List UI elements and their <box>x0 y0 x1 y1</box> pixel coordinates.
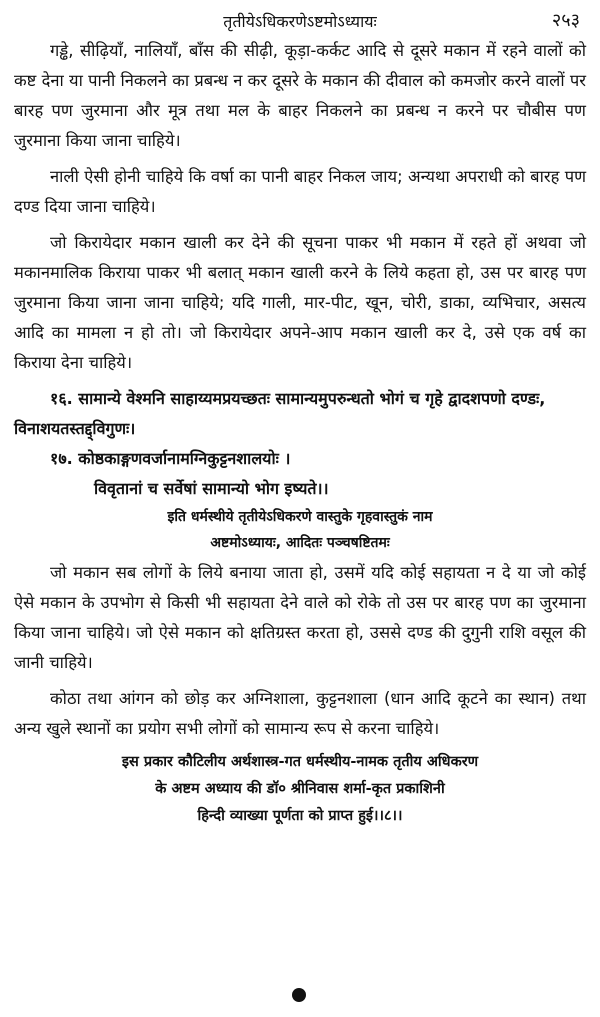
page-number: २५३ <box>551 10 580 31</box>
chapter-colophon-line-2: अष्टमोऽध्यायः, आदितः पञ्चषष्टितमः <box>210 535 390 551</box>
paragraph-1: गड्ढे, सीढ़ियाँ, नालियाँ, बाँस की सीढ़ी, कूड़ा-कर्कट आदि से दूसरे मकान में रहने वालों को कष्ट देना या पानी निकलने का प्रबन्ध न कर दूसरे के मकान की दीवाल को कमजोर करने वालों पर बारह पण जुरमाना और मूत्र तथा मल के बाहर निकलने का प्रबन्ध न करने पर चौबीस पण जुरमाना किया जाना चाहिये। <box>14 41 586 150</box>
sutra-16: १६. सामान्ये वेश्मनि साहाय्यमप्रयच्छतः सामान्यमुपरुन्धतो भोगं च गृहे द्वादशपणो दण्डः, विनाशयतस्तद्द्विगुणः। <box>14 389 546 438</box>
paragraph-4: जो मकान सब लोगों के लिये बनाया जाता हो, उसमें यदि कोई सहायता न दे या जो कोई ऐसे मकान के उपभोग से किसी भी सहायता देने वाले को रोके तो उस पर बारह पण का जुरमाना किया जाना चाहिये। जो ऐसे मकान को क्षतिग्रस्त करता हो, उससे दण्ड की दुगुनी राशि वसूल की जानी चाहिये। <box>14 563 586 672</box>
page-header <box>18 6 582 36</box>
closing-note-line-3: हिन्दी व्याख्या पूर्णता को प्राप्त हुई।।८।। <box>197 808 403 824</box>
paragraph-2: नाली ऐसी होनी चाहिये कि वर्षा का पानी बाहर निकल जाय; अन्यथा अपराधी को बारह पण दण्ड दिया जाना चाहिये। <box>14 167 586 216</box>
page-body <box>14 36 586 829</box>
sutra-17-line-1: १७. कोष्ठकाङ्गणवर्जानामग्निकुट्टनशालयोः । <box>50 449 291 468</box>
sutra-17-line-2: विवृतानां च सर्वेषां सामान्यो भोग इष्यते।। <box>94 479 329 498</box>
running-title: तृतीयेऽधिकरणेऽष्टमोऽध्यायः <box>223 12 377 31</box>
paragraph-3: जो किरायेदार मकान खाली कर देने की सूचना पाकर भी मकान में रहते हों अथवा जो मकानमालिक किराया पाकर भी बलात् मकान खाली करने के लिये कहता हो, उस पर बारह पण जुरमाना किया जाना जाना चाहिये; यदि गाली, मार-पीट, खून, चोरी, डाका, व्यभिचार, असत्य आदि का मामला न हो तो। जो किरायेदार अपने-आप मकान खाली कर दे, उसे एक वर्ष का किराया देना चाहिये। <box>14 233 586 372</box>
end-bullet-icon <box>292 988 306 1002</box>
closing-note-line-2: के अष्टम अध्याय की डॉ० श्रीनिवास शर्मा-कृत प्रकाशिनी <box>155 781 445 797</box>
paragraph-5: कोठा तथा आंगन को छोड़ कर अग्निशाला, कुट्टनशाला (धान आदि कूटने का स्थान) तथा अन्य खुले स्थानों का प्रयोग सभी लोगों को सामान्य रूप से करना चाहिये। <box>14 689 586 738</box>
chapter-colophon-line-1: इति धर्मस्थीये तृतीयेऽधिकरणे वास्तुके गृहवास्तुकं नाम <box>167 509 433 525</box>
closing-note-line-1: इस प्रकार कौटिलीय अर्थशास्त्र-गत धर्मस्थीय-नामक तृतीय अधिकरण <box>121 754 479 770</box>
